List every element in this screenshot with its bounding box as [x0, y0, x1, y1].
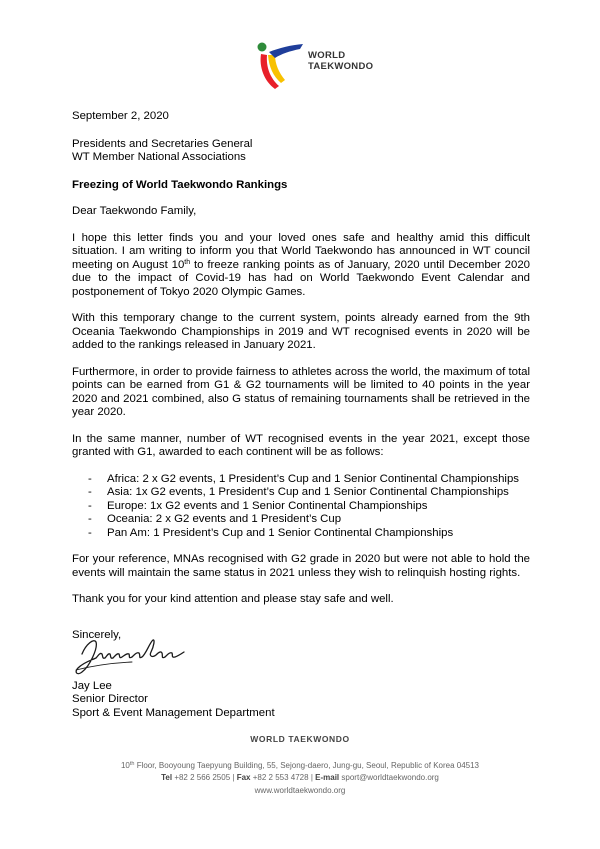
paragraph-3: Furthermore, in order to provide fairness to athletes across the world, the maximum of total points can be earned from G1 & G2 tournaments will be limited to 40 points in the year 2020 and 2021 combined, also G status of remaining tournaments shall be retrieved in the year 2020. [72, 365, 530, 418]
list-marker: - [88, 499, 92, 512]
signatory-block [72, 680, 275, 720]
letter-date: September 2, 2020 [72, 110, 169, 122]
paragraph-4: In the same manner, number of WT recognised events in the year 2021, except those granted with G1, awarded to each continent will be as follows: [72, 432, 530, 458]
tel-number: +82 2 566 2505 [174, 773, 231, 783]
fax-label: Fax [236, 773, 251, 783]
handwritten-signature [72, 632, 187, 678]
footer-org-name: WORLD TAEKWONDO [250, 734, 350, 744]
list-item [88, 513, 530, 527]
paragraph-1-part-a: I hope this letter finds you and your loved ones safe and healthy amid this difficult situation. I am writing to inform you that World Taekwondo has announced in WT council meeting on August 10 [72, 231, 530, 271]
closing: Sincerely, [72, 628, 122, 641]
list-marker: - [88, 472, 92, 485]
list-item-text: Pan Am: 1 President’s Cup and 1 Senior Continental Championships [107, 526, 454, 539]
ordinal-suffix: th [184, 258, 191, 266]
fax-number: +82 2 553 4728 [252, 773, 309, 783]
list-marker: - [88, 526, 92, 539]
tel-label: Tel [161, 773, 173, 783]
recipient-line-2: WT Member National Associations [72, 151, 246, 163]
list-item-text: Oceania: 2 x G2 events and 1 President’s Cup [107, 513, 342, 525]
world-taekwondo-logo [255, 39, 374, 91]
list-item-text: Africa: 2 x G2 events, 1 President’s Cup and 1 Senior Continental Championships [107, 472, 519, 485]
footer-contacts [0, 772, 600, 784]
list-item [88, 500, 530, 514]
list-marker: - [88, 486, 92, 498]
paragraph-5: For your reference, MNAs recognised with G2 grade in 2020 but were not able to hold the events will maintain the same status in 2021 unless they wish to relinquish hosting rights. [72, 553, 530, 579]
footer-website[interactable]: www.worldtaekwondo.org [254, 785, 346, 795]
taekwondo-emblem-icon [255, 39, 305, 91]
email-address[interactable]: sport@worldtaekwondo.org [341, 773, 439, 783]
list-item [88, 527, 530, 541]
paragraph-1 [72, 232, 530, 300]
signatory-name: Jay Lee [72, 680, 112, 692]
logo-line-2: TAEKWONDO [308, 61, 374, 72]
letterhead-footer [0, 734, 600, 797]
separator: | [310, 773, 313, 783]
logo-line-1: WORLD [308, 50, 346, 61]
signatory-title: Senior Director [72, 693, 148, 706]
paragraph-1-part-b: to freeze ranking points as of January, 2020 until December 2020 due to the impact of Covid-19 has had on World Taekwondo Event Calendar and postponement of Tokyo 2020 Olympic Games. [72, 258, 530, 298]
letter-greeting: Dear Taekwondo Family, [72, 205, 197, 217]
letter-body [72, 110, 530, 642]
letter-subject: Freezing of World Taekwondo Rankings [72, 178, 288, 191]
footer-address-floor: 10 [120, 761, 130, 770]
paragraph-6: Thank you for your kind attention and please stay safe and well. [72, 593, 394, 605]
email-label: E-mail [315, 773, 340, 783]
list-item-text: Asia: 1x G2 events, 1 President’s Cup and 1 Senior Continental Championships [107, 486, 509, 498]
list-item [88, 473, 530, 487]
signatory-department: Sport & Event Management Department [72, 706, 275, 719]
list-marker: - [88, 513, 92, 525]
recipients [72, 138, 530, 165]
footer-address [0, 760, 600, 772]
separator: | [232, 773, 235, 783]
recipient-line-1: Presidents and Secretaries General [72, 137, 253, 150]
paragraph-2: With this temporary change to the current system, points already earned from the 9th Oceania Taekwondo Championships in 2019 and WT recognised events in 2020 will be added to the rankings released in January 2021. [72, 312, 530, 351]
list-item [88, 486, 530, 500]
logo-wordmark [308, 50, 373, 72]
continent-events-list [72, 473, 530, 541]
list-item-text: Europe: 1x G2 events and 1 Senior Continental Championships [107, 499, 428, 512]
footer-address-rest: Floor, Booyoung Taepyung Building, 55, Sejong-daero, Jung-gu, Seoul, Republic of Korea 04513 [134, 761, 480, 770]
footer-ordinal-suffix: th [129, 761, 135, 767]
